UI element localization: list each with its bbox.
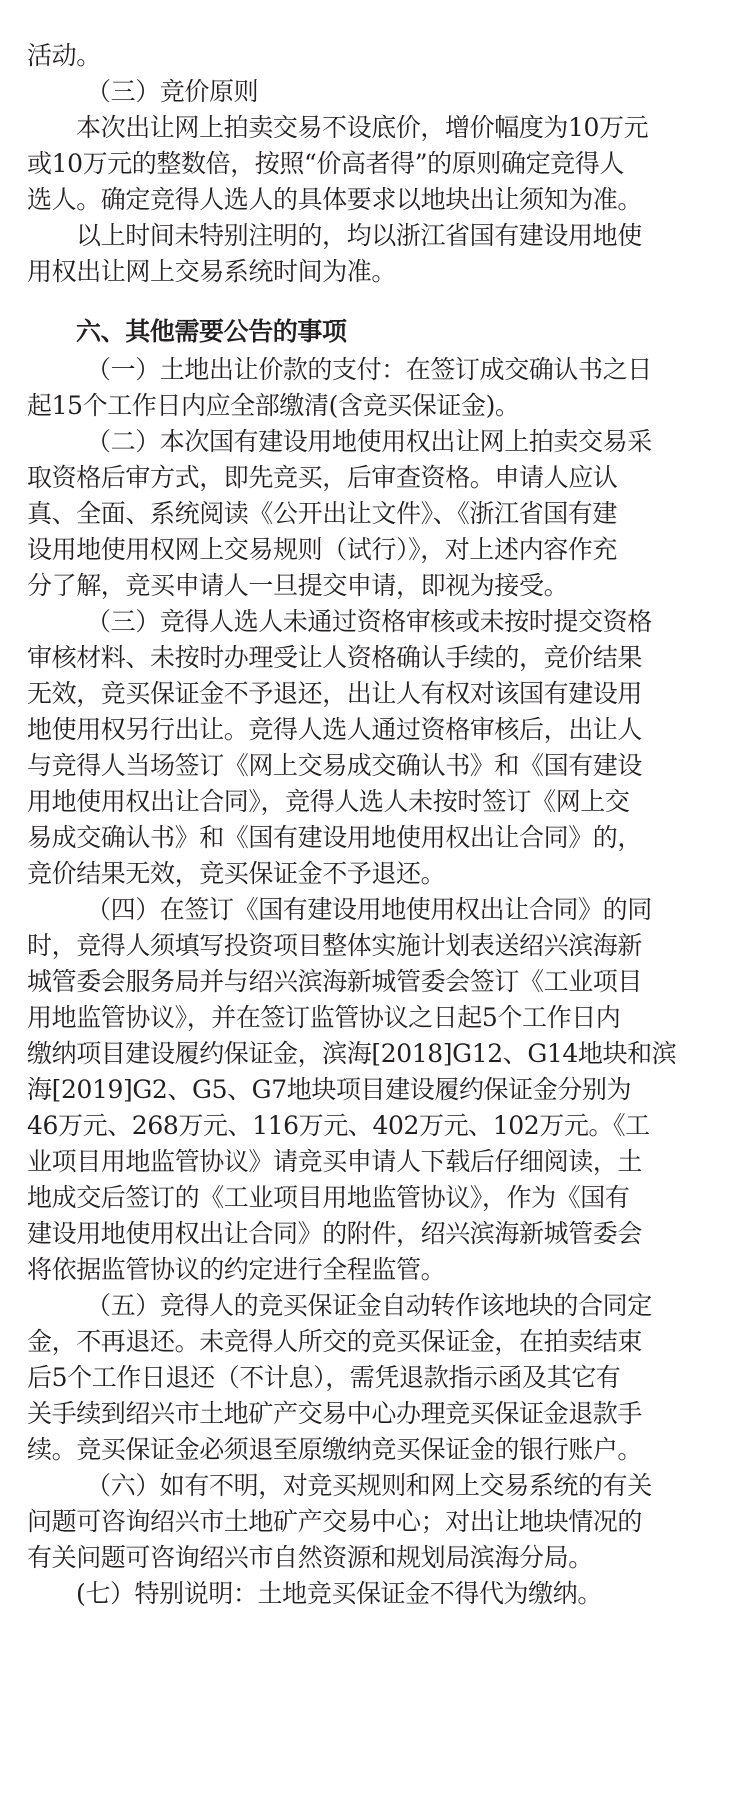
text-line: 缴纳项目建设履约保证金，滨海[2018]G12、G14地块和滨 <box>27 1039 677 1068</box>
text-line: 竞价结果无效，竞买保证金不予退还。 <box>27 859 446 888</box>
text-line: 以上时间未特别注明的，均以浙江省国有建设用地使 <box>76 221 642 250</box>
text-line: 或10万元的整数倍，按照“价高者得”的原则确定竞得人 <box>27 149 624 178</box>
section-heading: 六、其他需要公告的事项 <box>76 317 347 346</box>
text-line: 真、全面、系统阅读《公开出让文件》、《浙江省国有建 <box>27 499 618 528</box>
text-line: 46万元、268万元、116万元、402万元、102万元。《工 <box>27 1111 650 1140</box>
text-line: 后5个工作日退还（不计息），需凭退款指示函及其它有 <box>27 1363 621 1392</box>
text-line: 选人。确定竞得人选人的具体要求以地块出让须知为准。 <box>27 185 643 214</box>
text-line: 将依据监管协议的约定进行全程监管。 <box>27 1255 446 1284</box>
text-line: 海[2019]G2、G5、G7地块项目建设履约保证金分别为 <box>27 1075 632 1104</box>
text-line: 设用地使用权网上交易规则（试行）》，对上述内容作充 <box>27 535 618 564</box>
text-line: 取资格后审方式，即先竞买，后审查资格。申请人应认 <box>27 463 618 492</box>
text-line: （五）竞得人的竞买保证金自动转作该地块的合同定 <box>86 1291 652 1320</box>
text-line: 易成交确认书》和《国有建设用地使用权出让合同》的， <box>27 823 643 852</box>
text-line: 有关问题可咨询绍兴市自然资源和规划局滨海分局。 <box>27 1543 593 1572</box>
text-line: 建设用地使用权出让合同》的附件，绍兴滨海新城管委会 <box>27 1219 643 1248</box>
text-line: (七）特别说明：土地竞买保证金不得代为缴纳。 <box>76 1579 602 1608</box>
text-line: 续。竞买保证金必须退至原缴纳竞买保证金的银行账户。 <box>27 1435 643 1464</box>
text-line: （三）竞得人选人未通过资格审核或未按时提交资格 <box>86 607 652 636</box>
text-line: 与竞得人当场签订《网上交易成交确认书》和《国有建设 <box>27 751 643 780</box>
text-line: 业项目用地监管协议》请竞买申请人下载后仔细阅读，土 <box>27 1147 643 1176</box>
text-line: 问题可咨询绍兴市土地矿产交易中心；对出让地块情况的 <box>27 1507 643 1536</box>
text-line: 无效，竞买保证金不予退还，出让人有权对该国有建设用 <box>27 679 643 708</box>
text-line: 审核材料、未按时办理受让人资格确认手续的，竞价结果 <box>27 643 643 672</box>
text-line: 城管委会服务局并与绍兴滨海新城管委会签订《工业项目 <box>27 967 643 996</box>
text-line: 地使用权另行出让。竞得人选人通过资格审核后，出让人 <box>27 715 643 744</box>
text-line: 活动。 <box>27 41 101 70</box>
text-line: 关手续到绍兴市土地矿产交易中心办理竞买保证金退款手 <box>27 1399 643 1428</box>
text-line: 起15个工作日内应全部缴清(含竞买保证金)。 <box>27 391 520 420</box>
text-line: 分了解，竞买申请人一旦提交申请，即视为接受。 <box>27 571 569 600</box>
text-line: （六）如有不明，对竞买规则和网上交易系统的有关 <box>86 1471 652 1500</box>
text-line: （二）本次国有建设用地使用权出让网上拍卖交易采 <box>86 427 652 456</box>
text-line: 金，不再退还。未竞得人所交的竞买保证金，在拍卖结束 <box>27 1327 643 1356</box>
text-line: （四）在签订《国有建设用地使用权出让合同》的同 <box>86 895 652 924</box>
text-line: 用地监管协议》，并在签订监管协议之日起5个工作日内 <box>27 1003 621 1032</box>
text-line: 用地使用权出让合同》，竞得人选人未按时签订《网上交 <box>27 787 630 816</box>
text-line: （一）土地出让价款的支付：在签订成交确认书之日 <box>86 355 652 384</box>
section-subheading: （三）竞价原则 <box>86 77 259 106</box>
text-line: 本次出让网上拍卖交易不设底价，增价幅度为10万元 <box>76 113 649 142</box>
text-line: 地成交后签订的《工业项目用地监管协议》，作为《国有 <box>27 1183 630 1212</box>
text-line: 时，竞得人须填写投资项目整体实施计划表送绍兴滨海新 <box>27 931 643 960</box>
text-line: 用权出让网上交易系统时间为准。 <box>27 257 397 286</box>
